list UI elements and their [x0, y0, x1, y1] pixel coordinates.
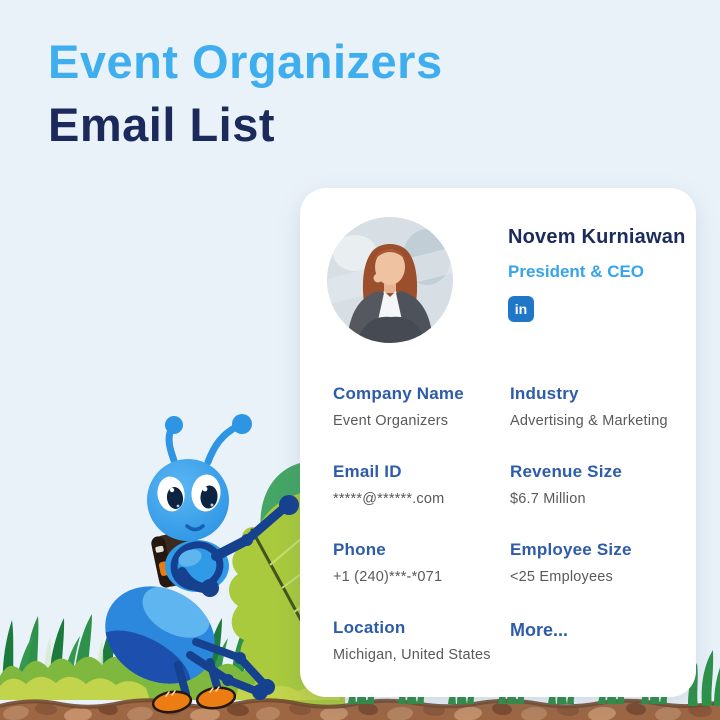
page-title-line1: Event Organizers: [48, 35, 443, 88]
field-email-id-value: *****@******.com: [333, 491, 445, 507]
more-cell: [510, 618, 685, 663]
page-title: [48, 30, 443, 156]
profile-photo: [327, 217, 453, 343]
field-employee-size: [510, 540, 685, 585]
profile-card: [300, 188, 696, 697]
profile-photo-illustration: [327, 217, 453, 343]
field-employee-size-value: <25 Employees: [510, 569, 613, 585]
field-location: [333, 618, 510, 663]
profile-fields-grid: [333, 384, 685, 663]
ant-antennae: [165, 414, 252, 466]
more-link[interactable]: More...: [510, 620, 569, 640]
field-location-label: Location: [333, 618, 406, 637]
linkedin-icon[interactable]: in: [508, 296, 534, 322]
field-location-value: Michigan, United States: [333, 647, 491, 663]
profile-job-title: President & CEO: [508, 262, 645, 281]
field-employee-size-label: Employee Size: [510, 540, 632, 559]
profile-header: [508, 226, 685, 322]
field-industry-value: Advertising & Marketing: [510, 413, 668, 429]
field-email-id-label: Email ID: [333, 462, 402, 481]
field-company-name: [333, 384, 510, 429]
page-title-line2: Email List: [48, 98, 276, 151]
ant-head: [147, 459, 229, 541]
field-revenue-size-value: $6.7 Million: [510, 491, 586, 507]
field-industry-label: Industry: [510, 384, 579, 403]
field-phone: [333, 540, 510, 585]
profile-name: Novem Kurniawan: [508, 226, 686, 248]
field-company-name-label: Company Name: [333, 384, 464, 403]
field-revenue-size-label: Revenue Size: [510, 462, 623, 481]
field-company-name-value: Event Organizers: [333, 413, 449, 429]
field-phone-label: Phone: [333, 540, 386, 559]
field-phone-value: +1 (240)***-*071: [333, 569, 443, 585]
field-revenue-size: [510, 462, 685, 507]
field-email-id: [333, 462, 510, 507]
field-industry: [510, 384, 685, 429]
